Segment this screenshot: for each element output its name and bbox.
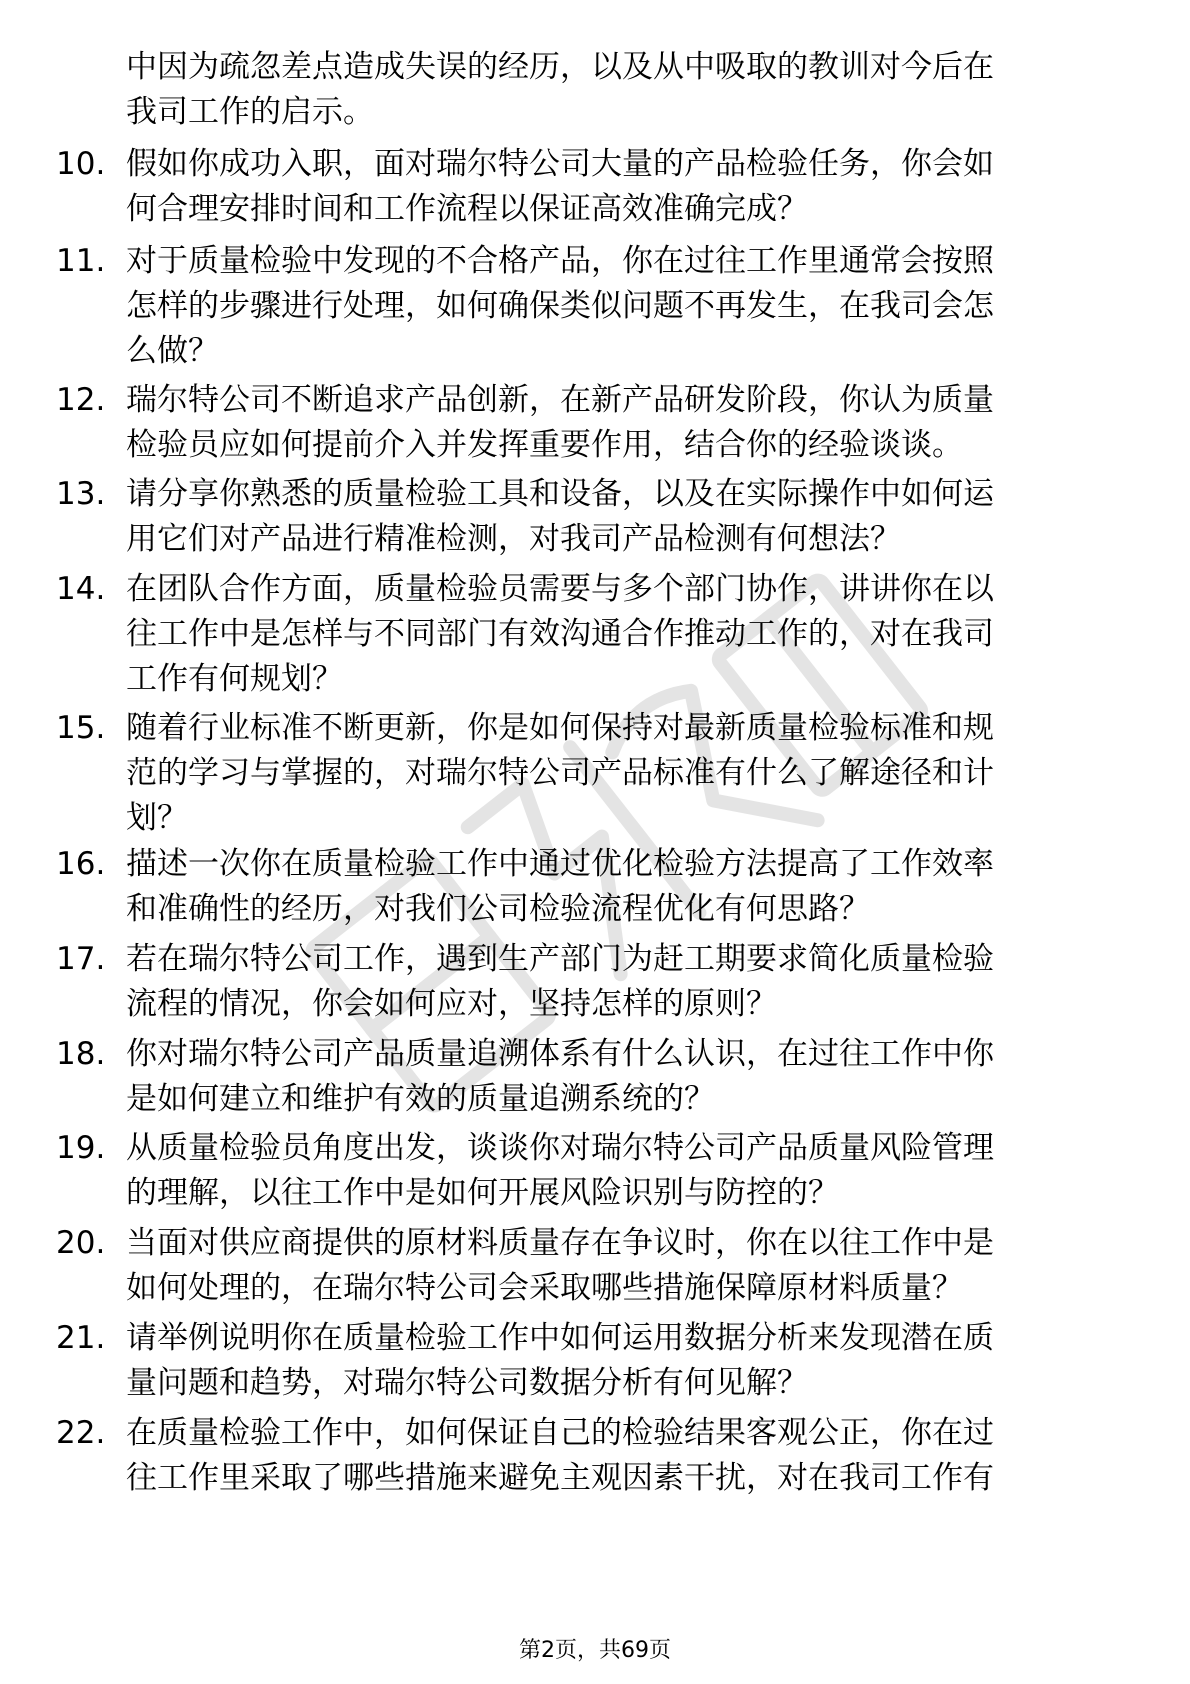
- question-line: 么做？: [126, 333, 219, 369]
- question-line: 检验员应如何提前介入并发挥重要作用，结合你的经验谈谈。: [126, 427, 963, 463]
- question-line: 的理解，以往工作中是如何开展风险识别与防控的？: [126, 1175, 839, 1211]
- question-number: 14.: [56, 571, 106, 607]
- question-line: 描述一次你在质量检验工作中通过优化检验方法提高了工作效率: [126, 846, 994, 882]
- question-text: [126, 567, 1106, 702]
- question-line: 请分享你熟悉的质量检验工具和设备，以及在实际操作中如何运: [126, 476, 994, 512]
- question-line: 用它们对产品进行精准检测，对我司产品检测有何想法？: [126, 521, 901, 557]
- question-text: [126, 142, 1106, 232]
- question-line: 怎样的步骤进行处理，如何确保类似问题不再发生，在我司会怎: [126, 288, 994, 324]
- question-line: 请举例说明你在质量检验工作中如何运用数据分析来发现潜在质: [126, 1320, 994, 1356]
- continuation-line-1: 中因为疏忽差点造成失误的经历，以及从中吸取的教训对今后在: [126, 49, 994, 85]
- question-text: [126, 937, 1106, 1027]
- question-number: 17.: [56, 941, 106, 977]
- question-line: 是如何建立和维护有效的质量追溯系统的？: [126, 1081, 715, 1117]
- question-text: [126, 706, 1106, 841]
- question-line: 随着行业标准不断更新，你是如何保持对最新质量检验标准和规: [126, 710, 994, 746]
- question-number: 11.: [56, 243, 106, 279]
- question-line: 和准确性的经历，对我们公司检验流程优化有何思路？: [126, 891, 870, 927]
- question-line: 量问题和趋势，对瑞尔特公司数据分析有何见解？: [126, 1365, 808, 1401]
- question-line: 若在瑞尔特公司工作，遇到生产部门为赶工期要求简化质量检验: [126, 941, 994, 977]
- question-text: [126, 1221, 1106, 1311]
- question-text: [126, 1316, 1106, 1406]
- question-number: 15.: [56, 710, 106, 746]
- question-line: 在质量检验工作中，如何保证自己的检验结果客观公正，你在过: [126, 1415, 994, 1451]
- question-text: [126, 472, 1106, 562]
- question-line: 范的学习与掌握的，对瑞尔特公司产品标准有什么了解途径和计: [126, 755, 994, 791]
- question-line: 对于质量检验中发现的不合格产品，你在过往工作里通常会按照: [126, 243, 994, 279]
- question-text: [126, 1411, 1106, 1501]
- question-text: [126, 378, 1106, 468]
- question-text: [126, 1032, 1106, 1122]
- question-number: 19.: [56, 1130, 106, 1166]
- question-number: 10.: [56, 146, 106, 182]
- question-line: 如何处理的，在瑞尔特公司会采取哪些措施保障原材料质量？: [126, 1270, 963, 1306]
- question-number: 18.: [56, 1036, 106, 1072]
- question-line: 从质量检验员角度出发，谈谈你对瑞尔特公司产品质量风险管理: [126, 1130, 994, 1166]
- question-line: 瑞尔特公司不断追求产品创新，在新产品研发阶段，你认为质量: [126, 382, 994, 418]
- question-line: 你对瑞尔特公司产品质量追溯体系有什么认识，在过往工作中你: [126, 1036, 994, 1072]
- question-line: 划？: [126, 800, 188, 836]
- question-line: 在团队合作方面，质量检验员需要与多个部门协作，讲讲你在以: [126, 571, 994, 607]
- page-footer: 第2页，共69页: [519, 1638, 671, 1663]
- question-text: [126, 842, 1106, 932]
- question-line: 何合理安排时间和工作流程以保证高效准确完成？: [126, 191, 808, 227]
- question-line: 往工作里采取了哪些措施来避免主观因素干扰，对在我司工作有: [126, 1460, 994, 1496]
- question-number: 16.: [56, 846, 106, 882]
- question-line: 当面对供应商提供的原材料质量存在争议时，你在以往工作中是: [126, 1225, 994, 1261]
- continuation-line-2: 我司工作的启示。: [126, 94, 374, 130]
- question-number: 20.: [56, 1225, 106, 1261]
- question-line: 工作有何规划？: [126, 661, 343, 697]
- question-line: 假如你成功入职，面对瑞尔特公司大量的产品检验任务，你会如: [126, 146, 994, 182]
- question-number: 21.: [56, 1320, 106, 1356]
- question-number: 22.: [56, 1415, 106, 1451]
- question-line: 流程的情况，你会如何应对，坚持怎样的原则？: [126, 986, 777, 1022]
- question-number: 12.: [56, 382, 106, 418]
- question-text: [126, 239, 1106, 374]
- question-line: 往工作中是怎样与不同部门有效沟通合作推动工作的，对在我司: [126, 616, 994, 652]
- question-text: [126, 1126, 1106, 1216]
- question-number: 13.: [56, 476, 106, 512]
